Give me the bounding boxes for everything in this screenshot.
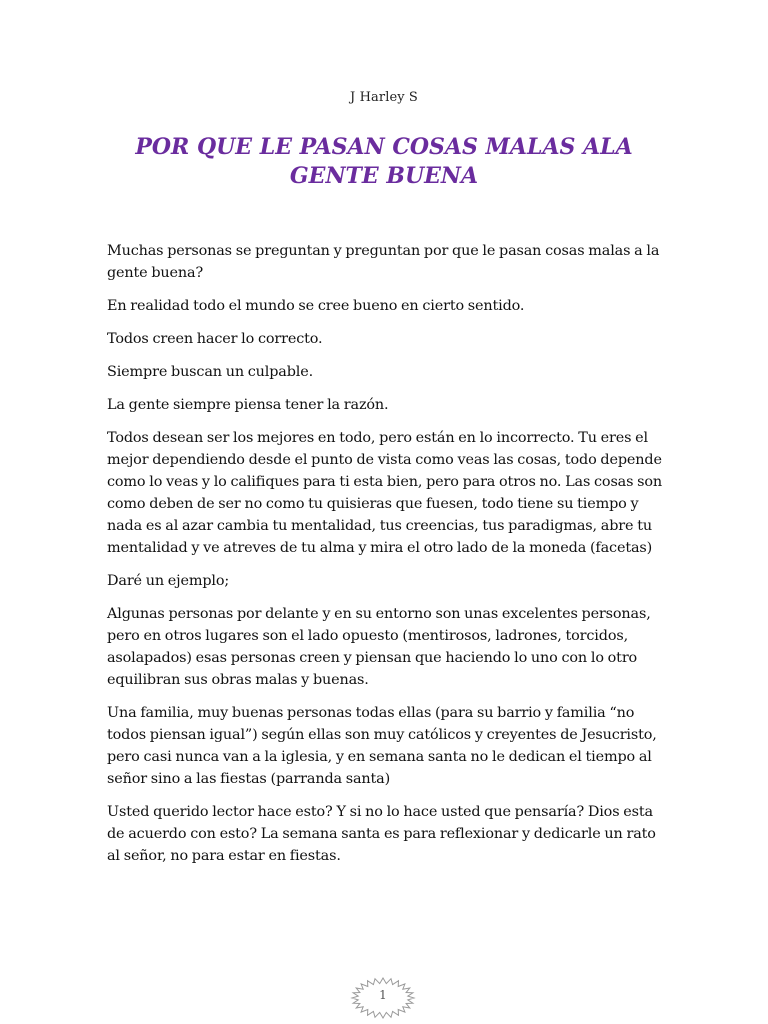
document-body bbox=[107, 240, 667, 878]
paragraph: Usted querido lector hace esto? Y si no lo hace usted que pensaría? Dios esta de acuerdo con esto? La semana santa es para reflexionar y dedicarle un rato al señor, no para estar en fiestas. bbox=[107, 804, 656, 864]
paragraph: Algunas personas por delante y en su entorno son unas excelentes personas, pero en otros lugares son el lado opuesto (mentirosos, ladrones, torcidos, asolapados) esas personas creen y piensan que haciendo lo uno con lo otro equilibran sus obras malas y buenas. bbox=[107, 606, 651, 688]
page-number: 1 bbox=[379, 988, 387, 1002]
paragraph: Una familia, muy buenas personas todas ellas (para su barrio y familia “no todos piensan igual”) según ellas son muy católicos y creyentes de Jesucristo, pero casi nunca van a la iglesia, y en semana santa no le dedican el tiempo al señor sino a las fiestas (parranda santa) bbox=[107, 705, 657, 787]
paragraph: Todos creen hacer lo correcto. bbox=[107, 331, 323, 347]
page-number-badge bbox=[350, 976, 416, 1020]
paragraph: Muchas personas se preguntan y preguntan por que le pasan cosas malas a la gente buena? bbox=[107, 243, 660, 281]
title-line-2: GENTE BUENA bbox=[289, 163, 479, 189]
author-name: J Harley S bbox=[350, 90, 418, 105]
paragraph: La gente siempre piensa tener la razón. bbox=[107, 397, 389, 413]
paragraph: Daré un ejemplo; bbox=[107, 573, 230, 589]
paragraph: En realidad todo el mundo se cree bueno en cierto sentido. bbox=[107, 298, 525, 314]
page-title bbox=[100, 133, 668, 191]
paragraph: Siempre buscan un culpable. bbox=[107, 364, 314, 380]
title-line-1: POR QUE LE PASAN COSAS MALAS ALA bbox=[135, 134, 633, 160]
paragraph: Todos desean ser los mejores en todo, pero están en lo incorrecto. Tu eres el mejor dependiendo desde el punto de vista como veas las cosas, todo depende como lo veas y lo califiques para ti esta bien, pero para otros no. Las cosas son como deben de ser no como tu quisieras que fuesen, todo tiene su tiempo y nada es al azar cambia tu mentalidad, tus creencias, tus paradigmas, abre tu mentalidad y ve atreves de tu alma y mira el otro lado de la moneda (facetas) bbox=[107, 430, 663, 556]
